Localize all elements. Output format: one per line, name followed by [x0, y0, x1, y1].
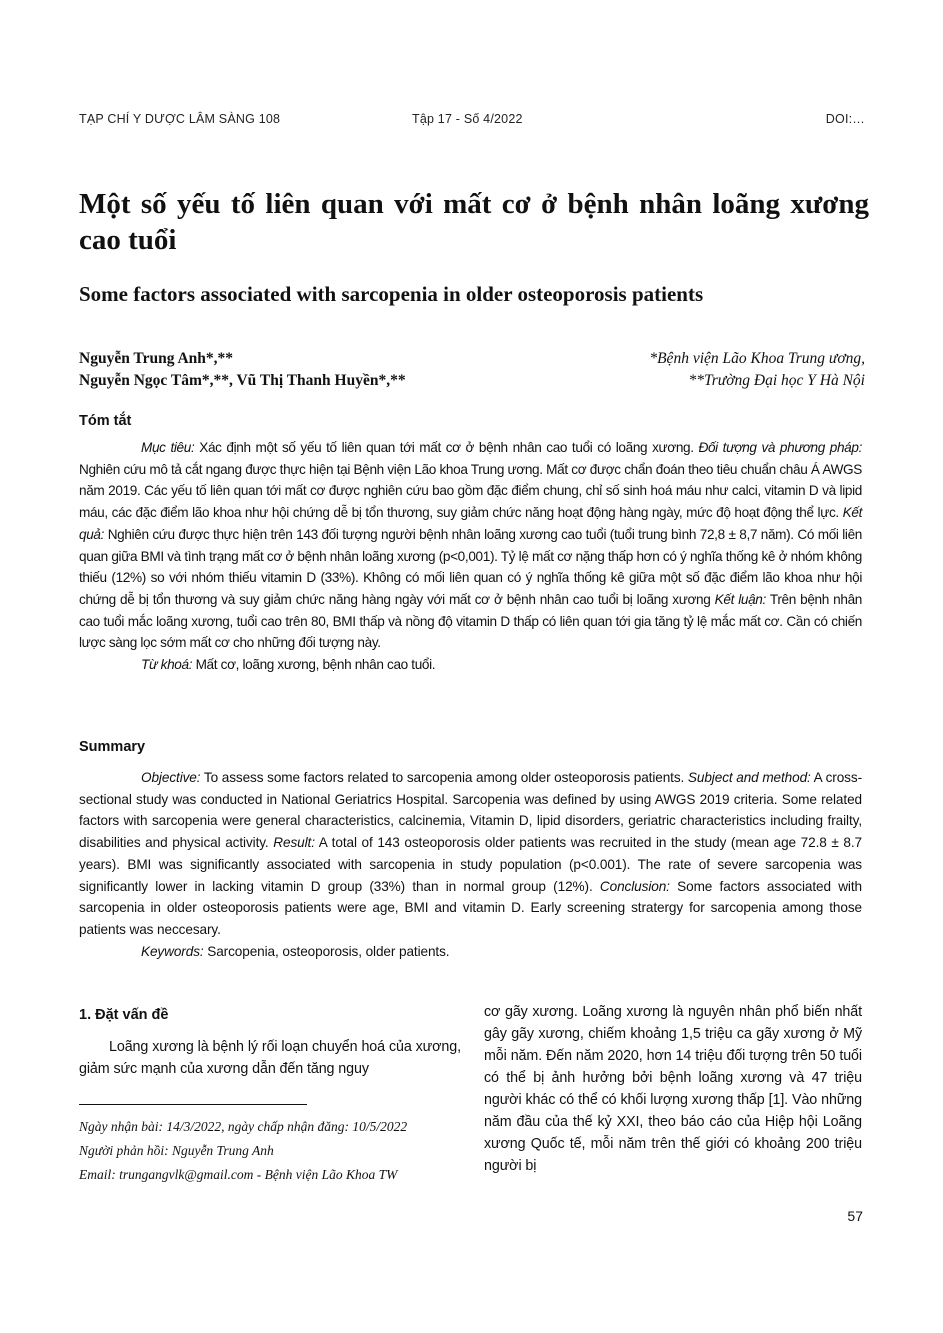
abstract-heading: Tóm tắt: [79, 413, 132, 429]
text: To assess some factors related to sarcopenia among older osteoporosis patients.: [200, 770, 688, 785]
footnote-divider: [79, 1104, 307, 1105]
title-vi: Một số yếu tố liên quan với mất cơ ở bệnh nhân loãng xương cao tuổi: [79, 188, 869, 256]
affiliation: *Bệnh viện Lão Khoa Trung ương,: [649, 350, 865, 367]
footnote-dates: Ngày nhận bài: 14/3/2022, ngày chấp nhận đăng: 10/5/2022: [79, 1119, 408, 1134]
summary-en: [79, 767, 862, 962]
text: Xác định một số yếu tố liên quan tới mất cơ ở bệnh nhân cao tuổi có loãng xương.: [194, 440, 699, 455]
keywords: Sarcopenia, osteoporosis, older patients.: [203, 943, 450, 959]
keywords-label: Keywords:: [141, 943, 204, 959]
label: Conclusion:: [599, 878, 670, 894]
text: Nghiên cứu mô tả cắt ngang được thực hiện tại Bệnh viện Lão khoa Trung ương. Mất cơ được chẩn đoán theo tiêu chuẩn châu Á AWGS năm 2019. Các yếu tố liên quan tới mất cơ được nghiên cứu bao gồm đặc điểm chung, chỉ số sinh hoá máu như calci, vitamin D và lipid máu, các đặc điểm lão khoa như hội chứng dễ bị tổn thương, suy giảm chức năng hoạt động hàng ngày, mức độ hoạt động thể lực.: [79, 461, 862, 521]
page-number: 57: [847, 1208, 863, 1224]
body-right-column: [484, 1001, 862, 1177]
issue-info: Tập 17 - Số 4/2022: [412, 112, 523, 126]
paragraph: cơ gãy xương. Loãng xương là nguyên nhân phổ biến nhất gây gãy xương, chiếm khoảng 1,5 triệu ca gãy xương ở Mỹ mỗi năm. Đến năm 2020, hơn 14 triệu đối tượng trên 50 tuổi có thể bị ảnh hưởng bởi bệnh loãng xương và 47 triệu người khác có thể có khối lượng xương thấp [1]. Vào những năm đầu của thế kỷ XXI, theo báo cáo của Hiệp hội Loãng xương Quốc tế, mỗi năm trên thế giới có khoảng 200 triệu người bị: [484, 1004, 862, 1174]
title-en: Some factors associated with sarcopenia in older osteoporosis patients: [79, 282, 704, 306]
authors: [79, 348, 406, 392]
footnote-email: Email: trungangvlk@gmail.com - Bệnh viện Lão Khoa TW: [79, 1167, 398, 1182]
label: Objective:: [141, 770, 201, 785]
section-heading: 1. Đặt vấn đề: [79, 1007, 169, 1023]
author-line: Nguyễn Ngọc Tâm*,**, Vũ Thị Thanh Huyền*,**: [79, 372, 406, 389]
affiliation: **Trường Đại học Y Hà Nội: [688, 372, 865, 389]
text: A total of 143 osteoporosis older patients was recruited in the study (mean age 72.8 ± 8.7 years). BMI was significantly associated with sarcopenia in study population (p<0.001). The rate of severe sarcopenia was significantly lower in lacking vitamin D group (33%) than in normal group (12%).: [79, 835, 863, 894]
keywords-label: Từ khoá:: [141, 657, 193, 673]
label: Result:: [273, 835, 315, 851]
doi: DOI:…: [825, 112, 865, 126]
footnote-corresponding: Người phản hồi: Nguyễn Trung Anh: [79, 1143, 274, 1158]
author-line: Nguyễn Trung Anh*,**: [79, 350, 234, 367]
label: Kết luận:: [714, 591, 766, 607]
text: Nghiên cứu được thực hiện trên 143 đối tượng người bệnh nhân loãng xương cao tuổi (tuổi trung bình 72,8 ± 8,7 năm). Có mối liên quan giữa BMI và tình trạng mất cơ ở bệnh nhân loãng xương (p<0,001). Tỷ lệ mất cơ nặng thấp hơn có ý nghĩa thống kê ở nhóm không thiếu (12%) so với nhóm thiếu vitamin D (33%). Không có mối liên quan có ý nghĩa thống kê giữa một số đặc điểm lão khoa như hội chứng dễ bị tổn thương và suy giảm chức năng hàng ngày với mất cơ ở bệnh nhân cao tuổi bị loãng xương: [79, 526, 862, 607]
journal-name: TẠP CHÍ Y DƯỢC LÂM SÀNG 108: [79, 112, 281, 126]
summary-heading: Summary: [79, 739, 146, 755]
label: Kết quả:: [79, 505, 862, 542]
body-left-column: [79, 1036, 461, 1080]
keywords: Mất cơ, loãng xương, bệnh nhân cao tuổi.: [192, 657, 436, 673]
label: Subject and method:: [687, 770, 811, 785]
text: Some factors associated with sarcopenia in older osteoporosis patients were age, BMI and vitamin D. Early screening stratergy for sarcopenia among those patients was neccesary.: [79, 878, 862, 937]
abstract-vi: [79, 437, 862, 676]
text: A cross-sectional study was conducted in National Geriatrics Hospital. Sarcopenia was defined by using AWGS 2019 criteria. Some related factors with sarcopenia were general characteristics, calcinemia, Vitamin D, lipid disorders, geriatric characteristics including frailty, disabilities and physical activity.: [79, 770, 862, 851]
paragraph: Loãng xương là bệnh lý rối loạn chuyển hoá của xương, giảm sức mạnh của xương dẫn đến tăng nguy: [79, 1039, 461, 1077]
label: Mục tiêu:: [141, 440, 195, 455]
label: Đối tượng và phương pháp:: [698, 440, 862, 455]
affiliations: [649, 348, 865, 392]
text: Trên bệnh nhân cao tuổi mắc loãng xương, tuổi cao trên 80, BMI thấp và nồng độ vitamin D thấp có liên quan tới gia tăng tỷ lệ mắc mất cơ. Cần có chiến lược sàng lọc sớm mất cơ cho những đối tượng này.: [79, 591, 863, 651]
